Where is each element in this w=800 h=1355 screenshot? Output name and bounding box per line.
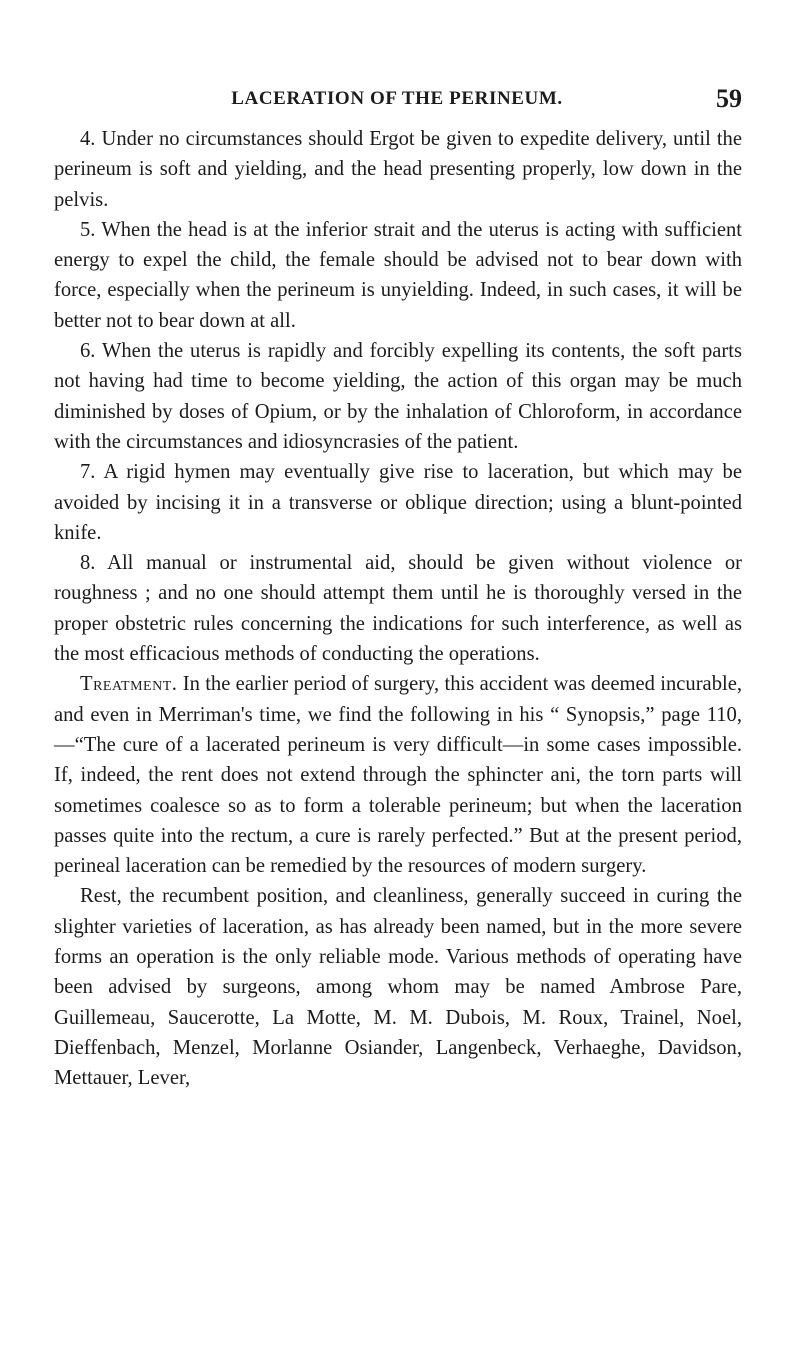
paragraph-rule-4: 4. Under no circumstances should Ergot be given to expedite delivery, until the perineum is soft and yielding, and the head presenting properly, low down in the pelvis. <box>54 128 742 211</box>
paragraph-rule-8: 8. All manual or instrumental aid, should be given without violence or roughness ; and no one should attempt them until he is thoroughly versed in the proper obstetric rules concerning the indications for such interference, as well as the most efficacious methods of conducting the operations. <box>54 552 742 666</box>
paragraph-rest: Rest, the recumbent position, and cleanliness, generally succeed in curing the slighter varieties of laceration, as has already been named, but in the more severe forms an operation is the only reliable mode. Various methods of operating have been advised by surgeons, among whom may be named Ambrose Pare, Guillemeau, Saucerotte, La Motte, M. M. Dubois, M. Roux, Trainel, Noel, Dieffenbach, Menzel, Morlanne Osiander, Langenbeck, Verhaeghe, Davidson, Mettauer, Lever, <box>54 885 742 1090</box>
treatment-text: In the earlier period of surgery, this accident was deemed incurable, and even in Merriman's time, we find the following in his “ Synopsis,” page 110,—“The cure of a lacerated perineum is very difficult—in some cases impossible. If, indeed, the rent does not extend through the sphincter ani, the torn parts will sometimes coalesce so as to form a tolerable perineum; but when the laceration passes quite into the rectum, a cure is rarely perfected.” But at the present period, perineal laceration can be remedied by the resources of modern surgery. <box>54 673 742 878</box>
paragraph-rule-6: 6. When the uterus is rapidly and forcibly expelling its contents, the soft parts not having had time to become yielding, the action of this organ may be much diminished by doses of Opium, or by the inhalation of Chloroform, in accordance with the circumstances and idiosyncrasies of the patient. <box>54 340 742 453</box>
body-text <box>54 124 742 1094</box>
running-title: LACERATION OF THE PERINEUM. <box>231 88 563 109</box>
treatment-heading: Treatment. <box>80 673 178 696</box>
paragraph-rule-5: 5. When the head is at the inferior strait and the uterus is acting with sufficient energy to expel the child, the female should be advised not to bear down with force, especially when the perineum is unyielding. Indeed, in such cases, it will be better not to bear down at all. <box>54 218 742 332</box>
paragraph-treatment <box>54 669 742 881</box>
paragraph-rule-7: 7. A rigid hymen may eventually give rise to laceration, but which may be avoided by incising it in a transverse or oblique direction; using a blunt-pointed knife. <box>54 461 742 544</box>
page-number: 59 <box>716 84 742 113</box>
running-head <box>52 84 742 118</box>
